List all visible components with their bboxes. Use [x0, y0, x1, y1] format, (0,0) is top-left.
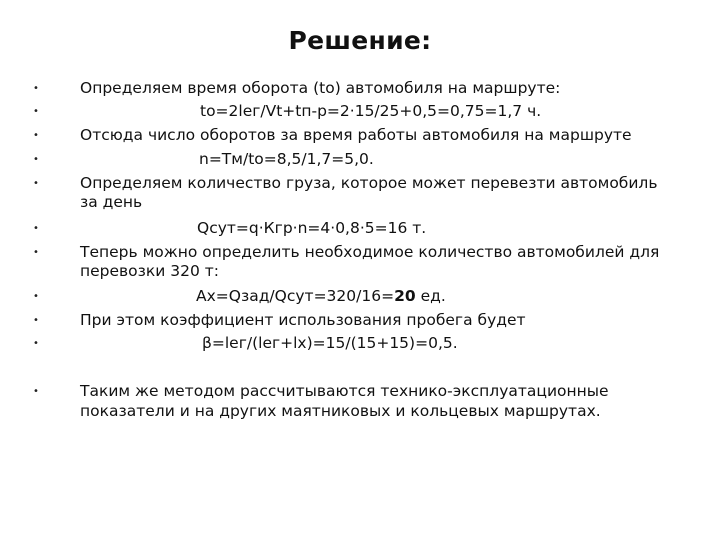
bullet-icon: •	[33, 130, 39, 141]
formula-unit: ед.	[415, 287, 446, 305]
bullet-icon: •	[33, 178, 39, 189]
list-item-continuation	[80, 193, 700, 212]
bullet-icon: •	[33, 315, 39, 326]
bullet-icon: •	[33, 386, 39, 397]
list-item	[33, 219, 720, 238]
list-item	[33, 102, 720, 121]
formula-text: Qсут=q·Кгр·n=4·0,8·5=16 т.	[197, 219, 427, 237]
list-item	[33, 287, 720, 306]
list-item	[33, 311, 700, 330]
list-item-continuation	[80, 262, 700, 281]
bullet-icon: •	[33, 247, 39, 258]
list-item-text: за день	[80, 193, 143, 211]
list-item	[33, 150, 720, 169]
bullet-icon: •	[33, 338, 39, 349]
formula-text: β=lег/(lег+lх)=15/(15+15)=0,5.	[202, 334, 458, 352]
list-item-text: Отсюда число оборотов за время работы автомобиля на маршруте	[80, 126, 632, 144]
list-item	[33, 382, 700, 401]
formula-text: n=Тм/tо=8,5/1,7=5,0.	[199, 150, 374, 168]
list-item-text: При этом коэффициент использования пробега будет	[80, 311, 526, 329]
slide-title: Решение:	[288, 26, 432, 55]
bullet-icon: •	[33, 83, 39, 94]
list-item	[33, 79, 700, 98]
formula-text: Ах=Qзад/Qсут=320/16=	[196, 287, 395, 305]
list-item-continuation	[80, 402, 700, 421]
list-item-text: Теперь можно определить необходимое количество автомобилей для	[80, 243, 660, 261]
list-item	[33, 243, 700, 262]
list-item-text: Определяем время оборота (tо) автомобиля на маршруте:	[80, 79, 561, 97]
list-item-text: Определяем количество груза, которое может перевезти автомобиль	[80, 174, 658, 192]
formula-text: tо=2lег/Vt+tп-р=2·15/25+0,5=0,75=1,7 ч.	[200, 102, 542, 120]
list-item-text: Таким же методом рассчитываются технико-эксплуатационные	[80, 382, 609, 400]
bullet-icon: •	[33, 106, 39, 117]
list-item-text: показатели и на других маятниковых и кольцевых маршрутах.	[80, 402, 601, 420]
bullet-icon: •	[33, 291, 39, 302]
bullet-icon: •	[33, 154, 39, 165]
bullet-icon: •	[33, 223, 39, 234]
list-item-text: перевозки 320 т:	[80, 262, 220, 280]
list-item	[33, 126, 700, 145]
list-item	[33, 334, 720, 353]
formula-result-bold: 20	[394, 287, 416, 305]
list-item	[33, 174, 700, 193]
